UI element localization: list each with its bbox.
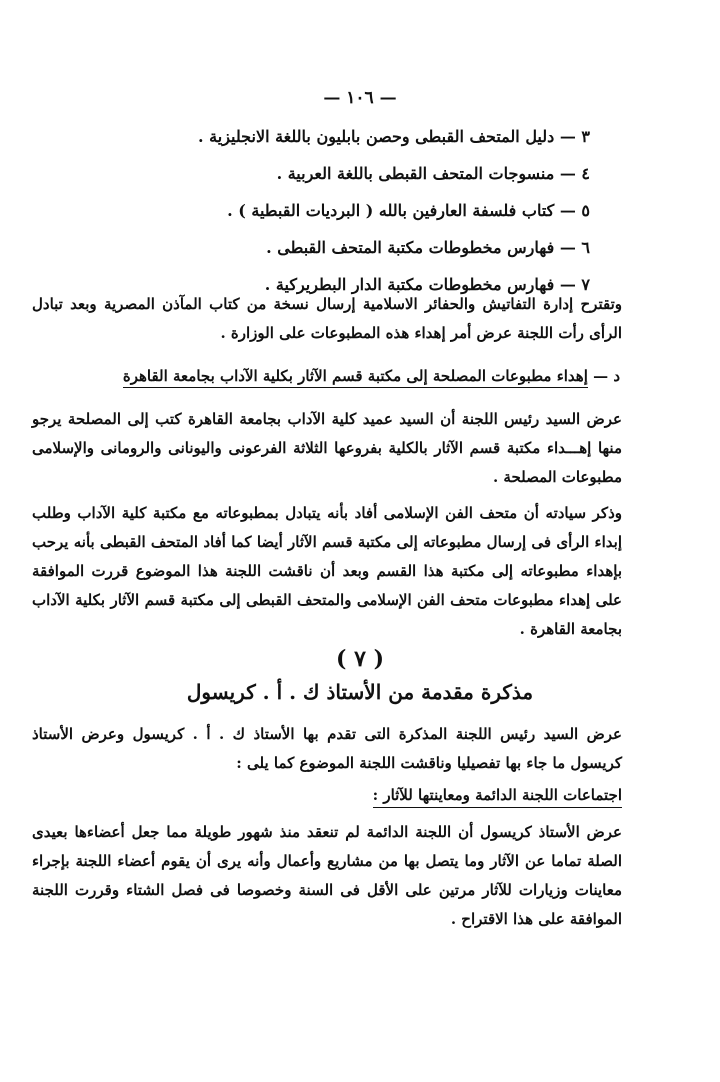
heading-d-text: إهداء مطبوعات المصلحة إلى مكتبة قسم الآثار بكلية الآداب بجامعة القاهرة: [123, 367, 588, 388]
section-heading-d: [123, 367, 620, 385]
paragraph-dean-request: عرض السيد رئيس اللجنة أن السيد عميد كلية الآداب بجامعة القاهرة كتب إلى المصلحة يرجو منها إهـــداء مكتبة قسم الآثار بالكلية بفروعها الثلاثة الفرعونى واليونانى والرومانى والإسلامى مطبوعات المصلحة .: [32, 410, 622, 486]
paragraph-memo: عرض السيد رئيس اللجنة المذكرة التى تقدم بها الأستاذ ك . أ . كريسول وعرض الأستاذ كريسول ما جاء بها تفصيليا وناقشت اللجنة الموضوع كما يلى :: [32, 725, 622, 772]
list-item: ٦ — فهارس مخطوطات مكتبة المتحف القبطى .: [266, 238, 590, 257]
list-item: ٤ — منسوجات المتحف القبطى باللغة العربية .: [276, 164, 590, 183]
list-item: ٣ — دليل المتحف القبطى وحصن بابليون باللغة الانجليزية .: [198, 127, 590, 146]
heading-d-prefix: د —: [587, 367, 620, 385]
paragraph-proposal: وتقترح إدارة التفاتيش والحفائر الاسلامية إرسال نسخة من كتاب المآذن المصرية وبعد تبادل الرأى رأت اللجنة عرض أمر إهداء هذه المطبوعات على الوزارة .: [32, 295, 622, 342]
page-number: — ١٠٦ —: [323, 88, 397, 108]
subheading-meetings: اجتماعات اللجنة الدائمة ومعاينتها للآثار :: [373, 786, 622, 808]
section-number: ( ٧ ): [336, 646, 384, 672]
paragraph-meetings: عرض الأستاذ كريسول أن اللجنة الدائمة لم تنعقد منذ شهور طويلة مما جعل أعضاءها بعيدى الصلة تماما عن الآثار وما يتصل بها من مشاريع وأعمال وأنه يرى أن يقوم أعضاء اللجنة بإجراء معاينات وزيارات للآثار مرتين على الأقل فى السنة وخصوصا فى فصل الشتاء وقررت اللجنة الموافقة على هذا الاقتراح .: [32, 823, 622, 928]
publications-list: [70, 118, 590, 303]
paragraph-museum-exchange: وذكر سيادته أن متحف الفن الإسلامى أفاد بأنه يتبادل بمطبوعاته مع مكتبة كلية الآداب وطلب إبداء الرأى فى إرسال مطبوعاته إلى مكتبة قسم الآثار أيضا كما أفاد المتحف القبطى بأنه يرحب بإهداء مطبوعاته إلى مكتبة هذا القسم وبعد أن ناقشت اللجنة هذا الموضوع قررت الموافقة على إهداء مطبوعات متحف الفن الإسلامى والمتحف القبطى إلى مكتبة قسم الآثار بكلية الآداب بجامعة القاهرة .: [32, 504, 622, 638]
list-item: ٥ — كتاب فلسفة العارفين بالله ( البرديات القبطية ) .: [227, 201, 590, 220]
section-title: مذكرة مقدمة من الأستاذ ك . أ . كريسول: [186, 680, 534, 704]
list-item: ٧ — فهارس مخطوطات مكتبة الدار البطريركية .: [264, 275, 590, 294]
